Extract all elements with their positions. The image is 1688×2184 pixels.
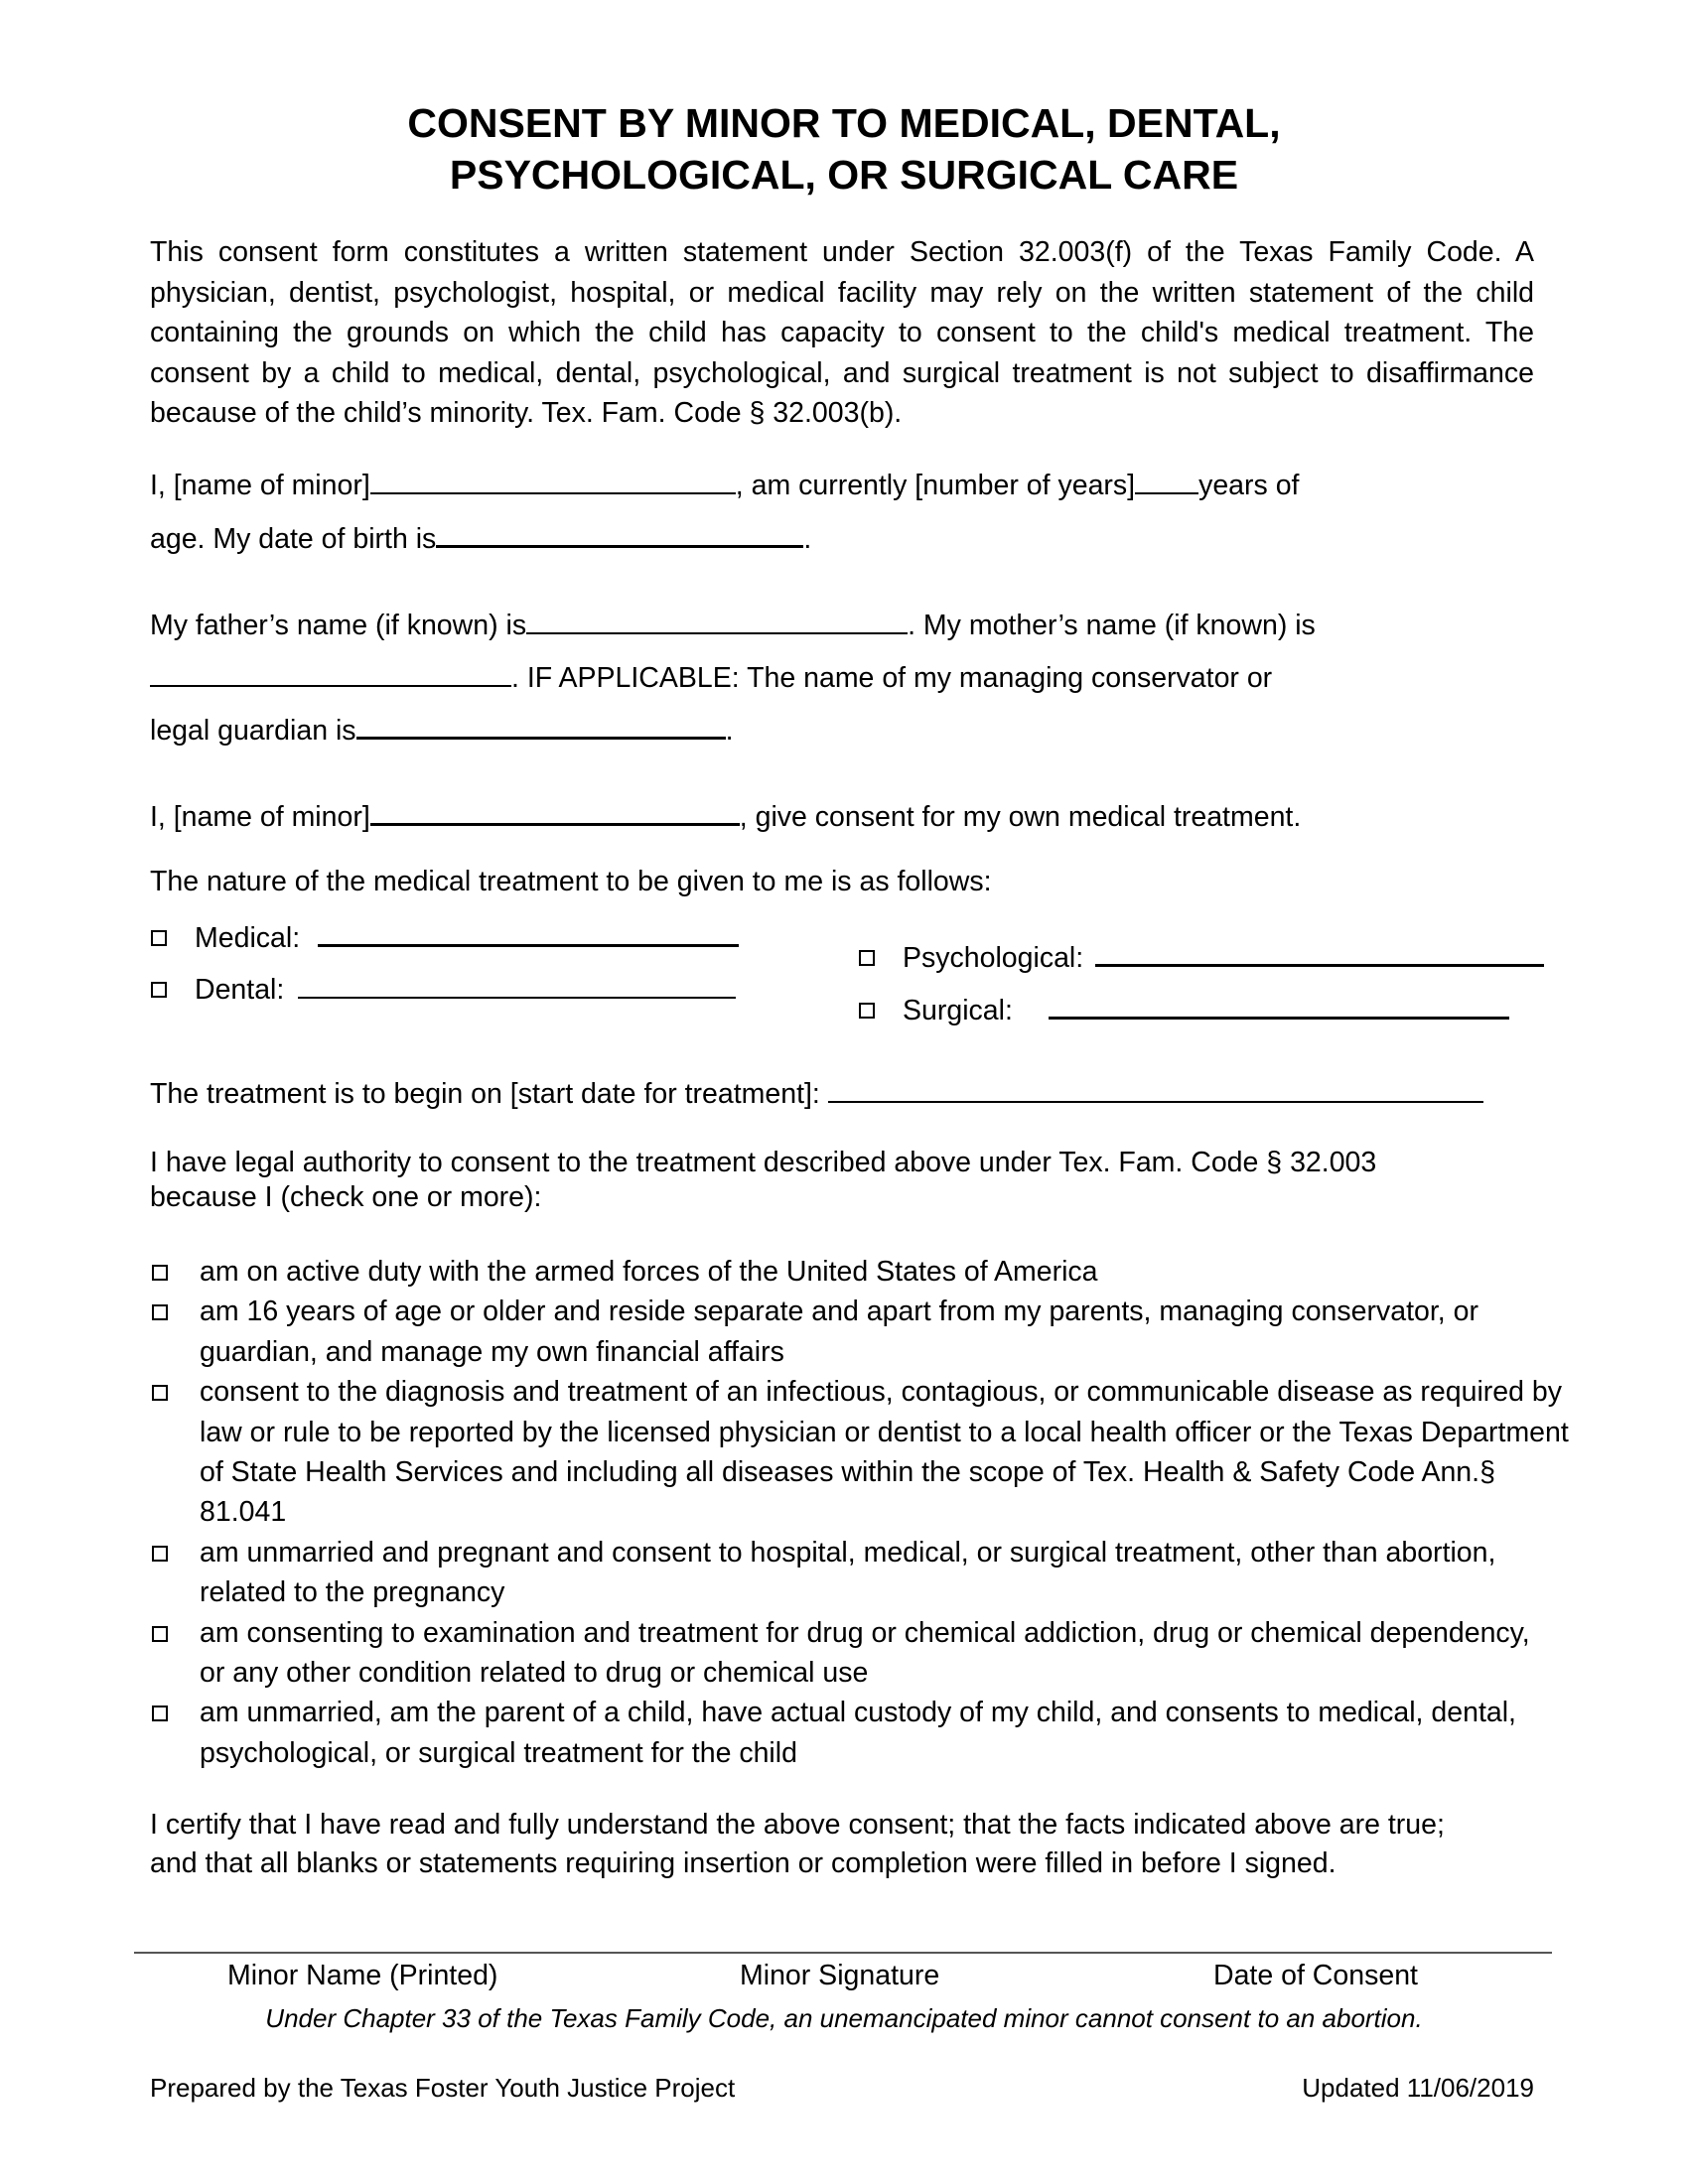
intro-paragraph: This consent form constitutes a written statement under Section 32.003(f) of the Texas Family Code. A physician, dentist, psychologist, hospital, or medical facility may rely on the written statement of the child containing the grounds on which the child has capacity to consent to the child's medical treatment. The consent by a child to medical, dental, psychological, and surgical treatment is not subject to disaffirmance because of the child’s minority. Tex. Fam. Code § 32.003(b). bbox=[150, 236, 1534, 429]
authority-checkbox-pregnancy[interactable] bbox=[152, 1546, 168, 1562]
authority-checkbox-communicable-disease[interactable] bbox=[152, 1385, 168, 1401]
authority-option bbox=[150, 1533, 1550, 1613]
name-of-minor-field[interactable] bbox=[370, 467, 736, 494]
name-of-minor-label: I, [name of minor] bbox=[150, 470, 370, 501]
certification-line-1: I certify that I have read and fully understand the above consent; that the facts indicated above are true; bbox=[150, 1809, 1445, 1841]
guardian-name-field[interactable] bbox=[356, 711, 726, 740]
treatment-start-line bbox=[150, 1075, 1483, 1112]
age-suffix-label: years of bbox=[1198, 470, 1300, 501]
father-label: My father’s name (if known) is bbox=[150, 610, 527, 641]
authority-checkbox-drug-addiction[interactable] bbox=[152, 1626, 168, 1642]
consent-name-field[interactable] bbox=[370, 797, 740, 826]
identity-line-2 bbox=[150, 519, 811, 557]
date-of-consent-label: Date of Consent bbox=[1213, 1960, 1418, 1991]
authority-intro-line-2: because I (check one or more): bbox=[150, 1181, 542, 1213]
dob-field[interactable] bbox=[436, 519, 803, 548]
dental-label: Dental: bbox=[195, 974, 285, 1006]
authority-option bbox=[150, 1613, 1550, 1694]
medical-label: Medical: bbox=[195, 922, 301, 954]
dental-checkbox[interactable] bbox=[151, 982, 167, 998]
authority-checkbox-age-16-independent[interactable] bbox=[152, 1304, 168, 1320]
mother-name-field[interactable] bbox=[150, 659, 511, 687]
authority-option bbox=[150, 1292, 1585, 1372]
authority-option bbox=[150, 1372, 1585, 1533]
medical-field[interactable] bbox=[318, 918, 739, 947]
consent-suffix: , give consent for my own medical treatment. bbox=[739, 801, 1302, 833]
medical-checkbox[interactable] bbox=[151, 930, 167, 946]
authority-checkbox-active-duty[interactable] bbox=[152, 1265, 168, 1281]
footer-updated-date: Updated 11/06/2019 bbox=[1302, 2073, 1534, 2103]
authority-option-text: am 16 years of age or older and reside separate and apart from my parents, managing conservator, or guardian, and manage my own financial affairs bbox=[200, 1296, 1478, 1368]
surgical-label: Surgical: bbox=[903, 995, 1013, 1026]
guardian-period: . bbox=[725, 715, 734, 747]
surgical-checkbox[interactable] bbox=[859, 1003, 875, 1019]
authority-option-text: am unmarried and pregnant and consent to hospital, medical, or surgical treatment, other than abortion, related to the pregnancy bbox=[200, 1536, 1496, 1609]
authority-checklist bbox=[150, 1252, 1569, 1773]
minor-name-printed-label: Minor Name (Printed) bbox=[227, 1960, 498, 1991]
authority-option bbox=[150, 1252, 1560, 1292]
psychological-label: Psychological: bbox=[903, 942, 1084, 974]
parents-line-1 bbox=[150, 607, 1316, 643]
surgical-field[interactable] bbox=[1049, 991, 1509, 1020]
conservator-label: . IF APPLICABLE: The name of my managing conservator or bbox=[511, 662, 1273, 694]
authority-checkbox-parent-of-child[interactable] bbox=[152, 1706, 168, 1721]
signature-line[interactable] bbox=[134, 1952, 1552, 1954]
authority-intro-line-1: I have legal authority to consent to the treatment described above under Tex. Fam. Code § 32.003 bbox=[150, 1147, 1377, 1178]
abortion-note: Under Chapter 33 of the Texas Family Code, an unemancipated minor cannot consent to an abortion. bbox=[265, 2003, 1423, 2033]
dental-field[interactable] bbox=[298, 971, 736, 999]
psychological-checkbox[interactable] bbox=[859, 950, 875, 966]
dob-period: . bbox=[803, 523, 812, 555]
treatment-medical bbox=[151, 918, 739, 956]
treatment-psychological bbox=[859, 938, 1544, 976]
treatment-start-label: The treatment is to begin on [start date for treatment]: bbox=[150, 1078, 828, 1110]
title-line-1: CONSENT BY MINOR TO MEDICAL, DENTAL, bbox=[407, 100, 1281, 146]
treatment-surgical bbox=[859, 991, 1509, 1028]
authority-option-text: consent to the diagnosis and treatment of an infectious, contagious, or communicable disease as required by law or rule to be reported by the licensed physician or dentist to a local health officer or the Texas Department of State Health Services and including all diseases within the scope of Tex. Health & Safety Code Ann.§ 81.041 bbox=[200, 1376, 1569, 1529]
age-field[interactable] bbox=[1135, 467, 1198, 494]
certification-line-2: and that all blanks or statements requiring insertion or completion were filled in before I signed. bbox=[150, 1847, 1336, 1879]
psychological-field[interactable] bbox=[1095, 938, 1544, 967]
authority-option bbox=[150, 1693, 1590, 1773]
page-title bbox=[0, 97, 1688, 201]
mother-label: . My mother’s name (if known) is bbox=[908, 610, 1316, 641]
father-name-field[interactable] bbox=[526, 607, 908, 634]
treatment-start-field[interactable] bbox=[828, 1075, 1483, 1103]
footer-prepared-by: Prepared by the Texas Foster Youth Justice Project bbox=[150, 2073, 736, 2103]
authority-option-text: am consenting to examination and treatment for drug or chemical addiction, drug or chemical dependency, or any other condition related to drug or chemical use bbox=[200, 1616, 1530, 1690]
consent-line bbox=[150, 797, 1301, 835]
treatment-dental bbox=[151, 971, 736, 1008]
authority-option-text: am unmarried, am the parent of a child, have actual custody of my child, and consents to medical, dental, psychological, or surgical treatment for the child bbox=[200, 1697, 1516, 1769]
minor-signature-label: Minor Signature bbox=[740, 1960, 940, 1991]
parents-line-2 bbox=[150, 659, 1272, 696]
consent-name-label: I, [name of minor] bbox=[150, 801, 370, 833]
guardian-label: legal guardian is bbox=[150, 715, 356, 747]
authority-option-text: am on active duty with the armed forces of the United States of America bbox=[200, 1256, 1098, 1288]
title-line-2: PSYCHOLOGICAL, OR SURGICAL CARE bbox=[449, 152, 1239, 198]
age-label: , am currently [number of years] bbox=[735, 470, 1136, 501]
dob-label: age. My date of birth is bbox=[150, 523, 437, 555]
identity-line-1 bbox=[150, 467, 1299, 503]
parents-line-3 bbox=[150, 711, 733, 749]
treatment-nature-label: The nature of the medical treatment to be given to me is as follows: bbox=[150, 866, 992, 897]
